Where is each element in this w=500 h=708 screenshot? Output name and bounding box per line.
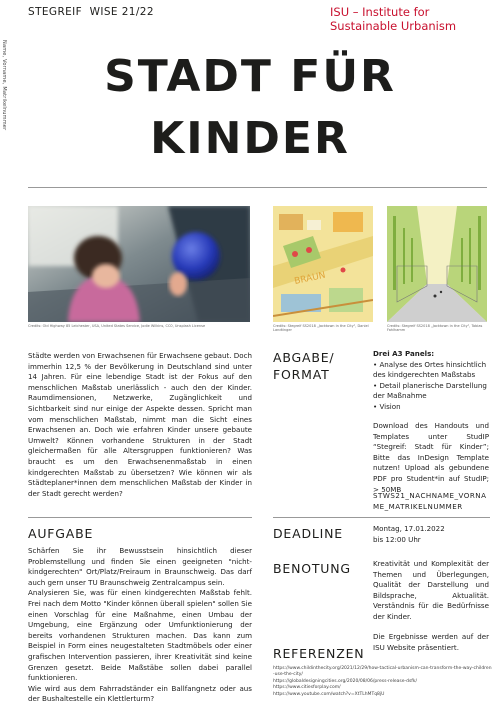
aufgabe-paragraph-2: Analysieren Sie, was für einen kindgerechten Maßstab fehlt. Frei nach dem Motto "Kinder können überall spielen" sollen Sie einen Vorschlag für eine Maßnahme, einen Umbau der Umgebung, eine Ergänzung oder Umfunktionierung der bereits vorhandenen Strukturen machen. Das kann zum Beispiel in Form eines neugestalteten Stadtmöbels oder einer grafischen Intervention passieren, ihrer Kreativität sind keine Grenzen gesetzt. Beide Maßstäbe sollen dabei parallel funktionieren. bbox=[28, 588, 252, 683]
street-illustration bbox=[387, 206, 487, 322]
deadline-heading: DEADLINE bbox=[273, 526, 343, 541]
institute-name bbox=[330, 5, 495, 33]
street-caption: Credits: Stegreif SS2018 „Jacktown in the City", Tobias Fahlhamm bbox=[387, 324, 483, 332]
institute-line-2: Sustainable Urbanism bbox=[330, 19, 457, 33]
benotung-criteria: Kreativität und Komplexität der Themen und Überlegungen, Qualität der Darstellung und Bildsprache, Aktualität. Verständnis für die Bedürfnisse der Kinder. bbox=[373, 559, 489, 621]
aufgabe-heading: AUFGABE bbox=[28, 526, 94, 541]
reference-link[interactable]: https://globaldesigningcities.org/2020/08/06/press-release-dsfk/ bbox=[273, 678, 418, 684]
section-divider-right bbox=[273, 517, 490, 518]
title-divider bbox=[28, 187, 487, 188]
aufgabe-paragraph-1: Schärfen Sie ihr Bewusstsein hinsichtlich dieser Problemstellung und finden Sie einen geeigneten "nicht-kindgerechten" Ort/Platz/Freiraum in Braunschweig. Das darf auch gern unser TU Braunschweig Zentralcampus sein. bbox=[28, 546, 252, 587]
institute-line-1: ISU – Institute for bbox=[330, 5, 430, 19]
panel-item: • Detail planerische Darstellung der Maßnahme bbox=[373, 380, 487, 401]
abgabe-panels bbox=[373, 349, 490, 413]
course-label: STEGREIF WISE 21/22 bbox=[28, 6, 154, 18]
reference-list bbox=[273, 666, 493, 698]
page-title-line-1: STADT FÜR bbox=[104, 51, 396, 102]
aufgabe-body bbox=[28, 546, 252, 705]
photo-caption: Credits: Old Highway 85 Leichester, USA, United States Service, Jodie Wilkins, CC0, Unsplash License bbox=[28, 324, 206, 328]
aufgabe-paragraph-3: Wie wird aus dem Fahrradständer ein Ballfangnetz oder aus der Bushaltestelle ein Klettlerturm? bbox=[28, 683, 252, 704]
page-title-line-2: KINDER bbox=[150, 113, 350, 164]
deadline-time: bis 12:00 Uhr bbox=[373, 534, 421, 544]
plan-illustration bbox=[273, 206, 373, 322]
intro-paragraph: Städte werden von Erwachsenen für Erwachsene gebaut. Doch immerhin 12,5 % der Bevölkerung in Deutschland sind unter 14 Jahren. Für eine lebendige Stadt ist der Fokus auf den menschlichen Maßstab unerlässlich - auch den der Kinder. Raumdimensionen, Netzwerke, Zugänglichkeit und Sichtbarkeit sind nur einige der Aspekte dessen. Spricht man vom menschlichen Maßstab, nimmt man die Sicht eines Erwachsenen an. Doch wie erfahren Kinder unsere gebaute Umwelt? Können vorhandene Strukturen in der Stadt gleichermaßen für alle Altersgruppen funktionieren? Was braucht es um den Erwachsenenmaßstab in einen kindgerechten Maßstab zu übersetzen? Wie können wir als Städteplaner*innen dem menschlichen Maßstab der Kinder in der Stadt gerecht werden? bbox=[28, 351, 253, 498]
filename-format: STWS21_NACHNAME_VORNAME_MATRIKELNUMMER bbox=[373, 491, 487, 511]
panel-item: • Vision bbox=[373, 401, 401, 411]
abgabe-heading: ABGABE/ FORMAT bbox=[273, 350, 335, 382]
reference-link[interactable]: https://www.youtube.com/watch?v=XtTLhMTq8jU bbox=[273, 691, 385, 697]
deadline-date: Montag, 17.01.2022 bbox=[373, 524, 445, 533]
benotung-heading: BENOTUNG bbox=[273, 561, 351, 576]
section-divider-left bbox=[28, 517, 252, 518]
child-ball-photo bbox=[28, 206, 250, 322]
download-instructions: Download des Handouts und Templates unter StudIP “Stegreif: Stadt für Kinder”; Bitte das InDesign Template nutzen! Upload als gebundene PDF pro Student*in auf StudIP; > 50MB bbox=[373, 421, 489, 494]
panels-title: Drei A3 Panels: bbox=[373, 349, 435, 358]
plan-caption: Credits: Stegreif SS2018 „Jacktown in the City", Daniel Landtinger bbox=[273, 324, 369, 332]
svg-text:BRAUN: BRAUN bbox=[293, 270, 327, 287]
results-note: Die Ergebnisse werden auf der ISU Website präsentiert. bbox=[373, 632, 489, 652]
panel-item: • Analyse des Ortes hinsichtlich des kindgerechten Maßstabs bbox=[373, 359, 487, 380]
name-field-label: Name, Vorname, Matrikelnummer bbox=[1, 40, 7, 131]
referenzen-heading: REFERENZEN bbox=[273, 646, 365, 661]
reference-link[interactable]: https://www.citiesforplay.com/ bbox=[273, 685, 341, 691]
reference-link[interactable]: https://www.childinthecity.org/2021/12/29/how-tactical-urbanism-can-transform-the-way-children-use-the-city/ bbox=[273, 666, 492, 678]
deadline-value bbox=[373, 524, 445, 545]
